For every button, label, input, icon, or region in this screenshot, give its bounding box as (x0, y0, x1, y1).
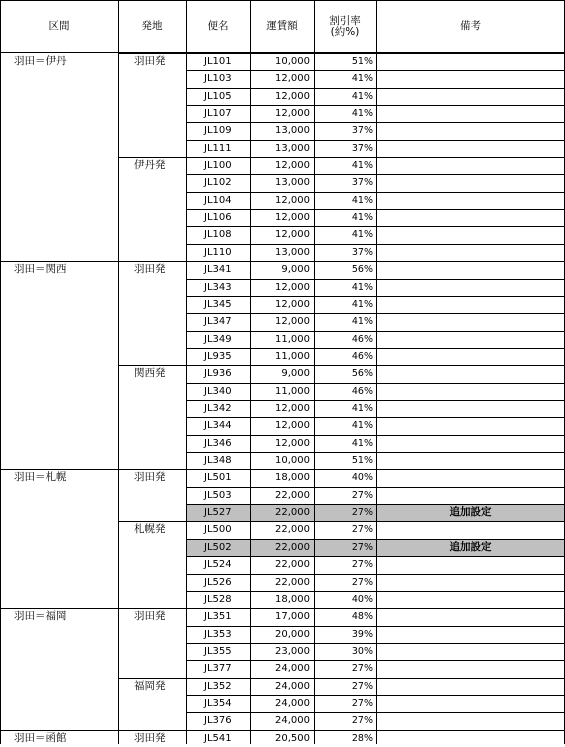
flight-number: JL527 (204, 506, 232, 518)
row-divider (186, 435, 565, 436)
flight-number: JL346 (204, 437, 232, 449)
flight-number: JL502 (204, 541, 232, 553)
flight-number: JL340 (204, 385, 232, 397)
flight-number: JL936 (204, 368, 232, 379)
flight-number: JL109 (204, 125, 232, 136)
discount-rate: 27% (351, 663, 373, 675)
note-cell (376, 521, 565, 539)
row-divider (186, 643, 565, 644)
fare-amount: 23,000 (275, 645, 310, 657)
header-note: 備考 (460, 20, 481, 33)
note-cell (376, 331, 565, 348)
origin-label: 羽田発 (134, 263, 166, 276)
row-divider (186, 539, 565, 540)
discount-rate: 39% (351, 628, 373, 640)
fare-amount: 12,000 (275, 90, 310, 102)
row-divider (186, 660, 565, 661)
discount-rate: 56% (351, 264, 373, 276)
header-origin: 発地 (141, 20, 163, 33)
row-divider (186, 348, 565, 349)
flight-number: JL935 (204, 350, 232, 362)
discount-rate: 41% (351, 298, 373, 310)
discount-rate: 41% (351, 316, 373, 328)
origin-label: 羽田発 (134, 610, 166, 623)
fare-amount: 24,000 (275, 697, 310, 709)
flight-number: JL341 (204, 264, 232, 275)
fare-amount: 10,000 (275, 55, 310, 67)
note-cell (376, 365, 565, 383)
note-cell (376, 556, 565, 574)
flight-number: JL345 (204, 298, 232, 310)
fare-amount: 20,500 (275, 732, 310, 744)
note-cell (376, 157, 565, 174)
fare-amount: 18,000 (275, 593, 310, 605)
note-cell (376, 417, 565, 435)
fare-amount: 20,000 (275, 628, 310, 640)
fare-amount: 12,000 (275, 107, 310, 119)
note-cell (376, 140, 565, 157)
discount-rate: 37% (351, 246, 373, 258)
route-label: 羽田＝函館 (14, 731, 67, 744)
flight-number: JL101 (204, 55, 232, 67)
fare-amount: 12,000 (275, 298, 310, 310)
flight-number: JL377 (204, 663, 232, 674)
row-divider (186, 174, 565, 175)
flight-number: JL343 (204, 281, 232, 293)
origin-label: 羽田発 (134, 55, 166, 67)
row-divider (186, 140, 565, 141)
discount-rate: 27% (351, 541, 373, 553)
fare-amount: 17,000 (275, 611, 310, 622)
fare-amount: 12,000 (275, 316, 310, 327)
note-cell (376, 261, 565, 279)
row-divider (186, 157, 565, 158)
flight-number: JL107 (204, 107, 232, 119)
fare-amount: 13,000 (275, 177, 310, 188)
discount-rate: 30% (351, 645, 373, 657)
column-divider (376, 0, 377, 744)
column-divider (186, 0, 187, 744)
row-divider (186, 209, 565, 210)
discount-rate: 56% (351, 368, 373, 380)
flight-number: JL106 (204, 211, 232, 223)
fare-amount: 10,000 (275, 454, 310, 466)
row-divider (186, 556, 565, 557)
note-cell (376, 712, 565, 730)
row-divider (186, 383, 565, 384)
note-cell (376, 660, 565, 678)
row-divider (186, 487, 565, 488)
discount-rate: 27% (351, 559, 373, 571)
note-cell: 追加設定 (449, 541, 492, 554)
fare-amount: 12,000 (275, 159, 310, 171)
route-label: 羽田＝福岡 (14, 610, 67, 623)
discount-rate: 27% (351, 715, 373, 727)
note-cell (376, 70, 565, 88)
discount-rate: 28% (351, 732, 373, 744)
flight-number: JL349 (204, 333, 232, 345)
note-cell: 追加設定 (449, 506, 492, 519)
fare-amount: 13,000 (275, 125, 310, 136)
discount-rate: 37% (351, 142, 373, 154)
row-divider (186, 469, 565, 470)
flight-number: JL541 (204, 732, 232, 744)
row-divider (186, 695, 565, 696)
note-cell (376, 174, 565, 192)
row-divider (186, 365, 565, 366)
flight-number: JL376 (204, 715, 232, 726)
fare-amount: 11,000 (275, 333, 310, 345)
column-divider (0, 0, 1, 744)
fare-amount: 22,000 (275, 559, 310, 570)
row-divider (186, 574, 565, 575)
origin-label: 札幌発 (134, 523, 166, 536)
fare-amount: 24,000 (275, 663, 310, 674)
discount-rate: 27% (351, 576, 373, 588)
fare-amount: 13,000 (275, 142, 310, 154)
discount-rate: 27% (351, 680, 373, 692)
row-divider (186, 279, 565, 280)
origin-label: 福岡発 (134, 679, 166, 692)
note-cell (376, 678, 565, 695)
fare-amount: 12,000 (275, 211, 310, 223)
discount-rate: 41% (351, 194, 373, 206)
fare-amount: 12,000 (275, 281, 310, 293)
fare-amount: 9,000 (281, 368, 310, 379)
flight-number: JL351 (204, 611, 232, 622)
row-divider (186, 678, 565, 679)
discount-rate: 51% (351, 454, 373, 466)
row-divider (186, 331, 565, 332)
row-divider (186, 244, 565, 245)
row-divider (186, 417, 565, 418)
note-cell (376, 435, 565, 452)
flight-number: JL100 (204, 159, 232, 171)
row-divider (186, 296, 565, 297)
flight-number: JL500 (204, 524, 232, 535)
fare-amount: 12,000 (275, 73, 310, 84)
flight-number: JL344 (204, 420, 232, 431)
flight-number: JL347 (204, 316, 232, 327)
header-discount (314, 0, 376, 53)
route-label: 羽田＝札幌 (14, 471, 67, 484)
note-cell (376, 279, 565, 296)
discount-rate: 40% (351, 593, 373, 605)
origin-label: 羽田発 (134, 471, 166, 484)
origin-label: 羽田発 (134, 731, 166, 744)
note-cell (376, 730, 565, 747)
note-cell (376, 695, 565, 712)
note-cell (376, 348, 565, 365)
column-divider (118, 0, 119, 744)
row-divider (186, 608, 565, 609)
header-discount-line2: (約%) (330, 25, 360, 38)
row-divider (186, 261, 565, 262)
discount-rate: 27% (351, 697, 373, 709)
flight-number: JL342 (204, 402, 232, 414)
flight-number: JL526 (204, 576, 232, 588)
fare-amount: 12,000 (275, 194, 310, 206)
row-divider (186, 53, 565, 54)
flight-number: JL355 (204, 645, 232, 657)
row-divider (186, 88, 565, 89)
row-divider (186, 192, 565, 193)
column-divider (314, 0, 315, 744)
note-cell (376, 244, 565, 261)
fare-amount: 11,000 (275, 350, 310, 362)
fare-amount: 22,000 (275, 576, 310, 588)
discount-rate: 37% (351, 125, 373, 137)
note-cell (376, 226, 565, 244)
fare-amount: 9,000 (281, 264, 310, 275)
table-top-border (0, 0, 565, 1)
discount-rate: 41% (351, 437, 373, 449)
flight-number: JL110 (204, 246, 232, 258)
note-cell (376, 122, 565, 140)
flight-number: JL501 (204, 472, 232, 483)
discount-rate: 41% (351, 159, 373, 171)
note-cell (376, 452, 565, 469)
discount-rate: 41% (351, 281, 373, 293)
fare-amount: 12,000 (275, 229, 310, 240)
row-divider (186, 591, 565, 592)
column-divider (250, 0, 251, 744)
header-fare: 運賃額 (266, 20, 298, 33)
note-cell (376, 643, 565, 660)
note-cell (376, 105, 565, 122)
discount-rate: 46% (351, 385, 373, 397)
note-cell (376, 313, 565, 331)
discount-rate: 48% (351, 611, 373, 623)
route-label: 羽田＝関西 (14, 263, 67, 276)
origin-label: 伊丹発 (134, 159, 166, 172)
discount-rate: 41% (351, 211, 373, 223)
row-divider (186, 504, 565, 505)
discount-rate: 41% (351, 107, 373, 119)
fare-amount: 22,000 (275, 506, 310, 518)
flight-number: JL503 (204, 489, 232, 501)
note-cell (376, 53, 565, 70)
discount-rate: 51% (351, 55, 373, 67)
fare-amount: 18,000 (275, 472, 310, 483)
discount-rate: 41% (351, 402, 373, 414)
flight-number: JL108 (204, 229, 232, 240)
discount-rate: 27% (351, 489, 373, 501)
flight-number: JL111 (204, 142, 232, 154)
discount-rate: 27% (351, 506, 373, 518)
flight-number: JL528 (204, 593, 232, 605)
flight-number: JL105 (204, 90, 232, 102)
header-discount-line1: 割引率 (329, 14, 361, 27)
discount-rate: 37% (351, 177, 373, 189)
discount-rate: 40% (351, 472, 373, 484)
note-cell (376, 192, 565, 209)
row-divider (186, 626, 565, 627)
row-divider (186, 313, 565, 314)
discount-rate: 41% (351, 73, 373, 85)
row-divider (186, 122, 565, 123)
discount-rate: 41% (351, 420, 373, 432)
route-label: 羽田＝伊丹 (14, 55, 67, 67)
row-divider (186, 70, 565, 71)
note-cell (376, 296, 565, 313)
fare-amount: 22,000 (275, 541, 310, 553)
note-cell (376, 608, 565, 626)
fare-amount: 24,000 (275, 680, 310, 692)
fare-amount: 13,000 (275, 246, 310, 258)
row-divider (186, 730, 565, 731)
note-cell (376, 469, 565, 487)
note-cell (376, 574, 565, 591)
fare-amount: 22,000 (275, 524, 310, 535)
fare-amount: 12,000 (275, 437, 310, 449)
flight-number: JL102 (204, 177, 232, 188)
discount-rate: 41% (351, 90, 373, 102)
flight-number: JL103 (204, 73, 232, 84)
flight-number: JL354 (204, 697, 232, 709)
flight-number: JL348 (204, 454, 232, 466)
row-divider (186, 400, 565, 401)
flight-number: JL524 (204, 559, 232, 570)
row-divider (186, 712, 565, 713)
origin-label: 関西発 (134, 367, 166, 380)
fare-amount: 24,000 (275, 715, 310, 726)
note-cell (376, 383, 565, 400)
discount-rate: 46% (351, 333, 373, 345)
note-cell (376, 209, 565, 226)
note-cell (376, 591, 565, 608)
flight-number: JL104 (204, 194, 232, 206)
discount-rate: 41% (351, 229, 373, 241)
note-cell (376, 626, 565, 643)
flight-number: JL352 (204, 680, 232, 692)
note-cell (376, 400, 565, 417)
row-divider (186, 105, 565, 106)
row-divider (186, 521, 565, 522)
note-cell (376, 88, 565, 105)
row-divider (186, 452, 565, 453)
flight-number: JL353 (204, 628, 232, 640)
discount-rate: 46% (351, 350, 373, 362)
header-flight: 便名 (207, 20, 229, 33)
fare-amount: 22,000 (275, 489, 310, 501)
row-divider (186, 226, 565, 227)
header-section: 区間 (48, 20, 70, 33)
note-cell (376, 487, 565, 504)
discount-rate: 27% (351, 524, 373, 536)
fare-amount: 11,000 (275, 385, 310, 397)
fare-amount: 12,000 (275, 402, 310, 414)
fare-amount: 12,000 (275, 420, 310, 431)
